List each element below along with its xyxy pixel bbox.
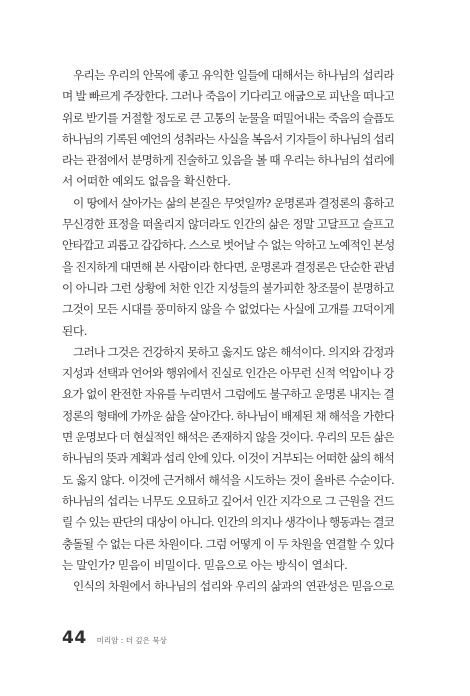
text-line: 위로 받기를 거절할 정도로 큰 고통의 눈물을 떠밀어내는 죽음의 슬픔도 [62, 110, 394, 125]
text-line: 을 진지하게 대면해 본 사람이라 한다면, 운명론과 결정론은 단순한 관념 [62, 259, 394, 274]
page-footer [62, 628, 167, 652]
text-line: 이 땅에서 살아가는 삶의 본질은 무엇일까? 운명론과 결정론의 흉하고 [73, 195, 394, 210]
text-line: 정론의 형태에 가까운 삶을 살아간다. 하나님이 배제된 채 해석을 가한다 [62, 408, 394, 423]
text-line: 면 운명보다 더 현실적인 해석은 존재하지 않을 것이다. 우리의 모든 삶은 [62, 430, 394, 445]
text-line: 이 아니라 그런 상황에 처한 인간 지성들의 불가피한 창조물이 분명하고 [62, 280, 394, 295]
text-line: 라는 관점에서 분명하게 진술하고 있음을 볼 때 우리는 하나님의 섭리에 [62, 153, 394, 168]
text-line: 그것이 모든 시대를 풍미하지 않을 수 없었다는 사실에 고개를 끄덕이게 [62, 302, 394, 317]
text-line: 우리는 우리의 안목에 좋고 유익한 일들에 대해서는 하나님의 섭리라 [73, 68, 394, 82]
text-line: 하나님의 기록된 예언의 성취라는 사실을 복음서 기자들이 하나님의 섭리 [62, 131, 394, 146]
running-title: 미리암 : 더 깊은 묵상 [96, 636, 167, 645]
text-line: 하나님의 섭리는 너무도 오묘하고 깊어서 인간 지각으로 그 근원을 건드 [62, 493, 394, 508]
text-line: 요가 없이 완전한 자유를 누리면서 그럼에도 불구하고 운명론 내지는 결 [62, 387, 394, 402]
body-text [62, 65, 394, 597]
text-line: 릴 수 있는 판단의 대상이 아니다. 인간의 의지나 생각이나 행동과는 결코 [62, 515, 394, 530]
text-line: 하나님의 뜻과 계획과 섭리 안에 있다. 이것이 거부되는 어떠한 삶의 해석 [62, 451, 394, 466]
text-line: 무신경한 표정을 떠올리지 않더라도 인간의 삶은 정말 고달프고 슬프고 [62, 217, 394, 232]
text-line: 안타깝고 괴롭고 갑갑하다. 스스로 벗어날 수 없는 악하고 노예적인 본성 [62, 238, 394, 253]
text-line: 충돌될 수 없는 다른 차원이다. 그럼 어떻게 이 두 차원을 연결할 수 있다 [62, 536, 394, 551]
text-line: 며 발 빠르게 주장한다. 그러나 죽음이 기다리고 애굽으로 피난을 떠나고 [62, 89, 394, 104]
text-line: 는 말인가? 믿음이 비밀이다. 믿음으로 아는 방식이 열쇠다. [62, 557, 348, 572]
text-line: 그러나 그것은 건강하지 못하고 옳지도 않은 해석이다. 의지와 감정과 [73, 344, 394, 359]
text-line: 서 어떠한 예외도 없음을 확신한다. [62, 174, 231, 189]
page-number: 44 [62, 628, 87, 648]
text-line: 된다. [62, 323, 88, 338]
text-line: 도 옳지 않다. 이것에 근거해서 해석을 시도하는 것이 올바른 수순이다. [62, 472, 394, 487]
text-line: 인식의 차원에서 하나님의 섭리와 우리의 삶과의 연관성은 믿음으로 [73, 579, 394, 594]
text-line: 지성과 선택과 언어와 행위에서 진실로 인간은 아무런 신적 억압이나 강 [62, 366, 394, 381]
